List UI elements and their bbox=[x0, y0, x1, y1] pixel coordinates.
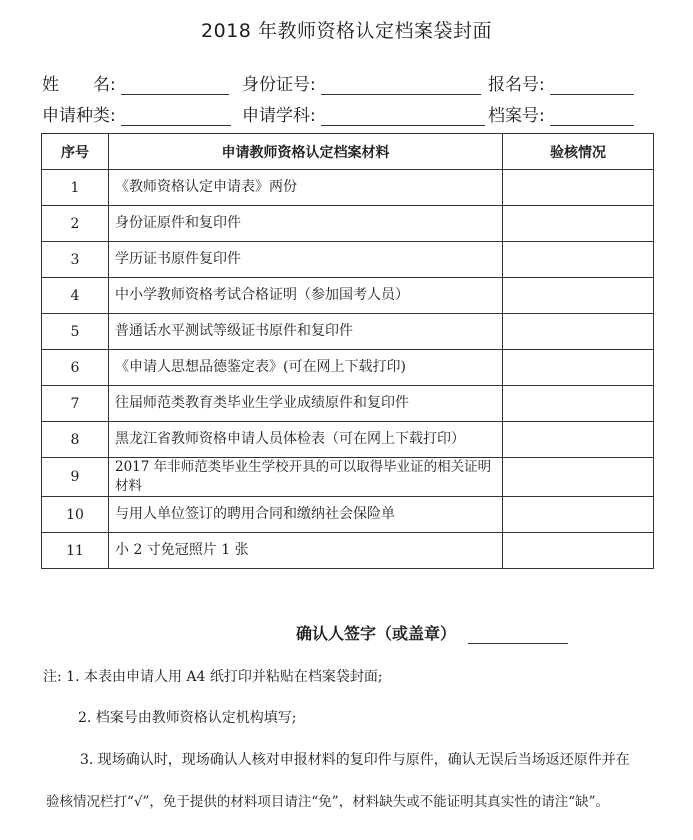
note-3: 3. 现场确认时，现场确认人核对申报材料的复印件与原件，确认无误后当场返还原件并在 bbox=[80, 752, 630, 768]
row-item: 黑龙江省教师资格申请人员体检表（可在网上下载打印） bbox=[109, 422, 503, 458]
materials-table bbox=[41, 133, 654, 569]
table-row bbox=[42, 386, 654, 422]
row-check-cell[interactable] bbox=[503, 458, 654, 497]
row-check-cell[interactable] bbox=[503, 497, 654, 533]
row-number: 4 bbox=[42, 278, 109, 314]
row-item: 小 2 寸免冠照片 1 张 bbox=[109, 533, 503, 569]
row-check-cell[interactable] bbox=[503, 170, 654, 206]
table-row bbox=[42, 422, 654, 458]
archive-blank[interactable] bbox=[550, 107, 634, 126]
table-row bbox=[42, 314, 654, 350]
type-blank[interactable] bbox=[121, 107, 231, 126]
signature-blank[interactable] bbox=[468, 627, 568, 644]
note-2: 2. 档案号由教师资格认定机构填写; bbox=[78, 710, 297, 726]
row-number: 5 bbox=[42, 314, 109, 350]
archive-field bbox=[488, 101, 634, 126]
note-4: 验核情况栏打“√”，免于提供的材料项目请注“免”，材料缺失或不能证明其真实性的请注“缺”。 bbox=[46, 794, 610, 810]
table-row bbox=[42, 170, 654, 206]
row-item: 学历证书原件复印件 bbox=[109, 242, 503, 278]
row-number: 1 bbox=[42, 170, 109, 206]
archive-label: 档案号: bbox=[488, 106, 545, 126]
table-row bbox=[42, 278, 654, 314]
id-field bbox=[242, 70, 481, 95]
table-header-row bbox=[42, 134, 654, 170]
page-title: 2018 年教师资格认定档案袋封面 bbox=[201, 20, 492, 42]
row-item: 《教师资格认定申请表》两份 bbox=[109, 170, 503, 206]
row-number: 7 bbox=[42, 386, 109, 422]
reg-field bbox=[488, 70, 634, 95]
id-blank[interactable] bbox=[321, 76, 481, 95]
row-check-cell[interactable] bbox=[503, 278, 654, 314]
row-check-cell[interactable] bbox=[503, 386, 654, 422]
table-row bbox=[42, 242, 654, 278]
subject-label: 申请学科: bbox=[242, 106, 316, 126]
row-item: 与用人单位签订的聘用合同和缴纳社会保险单 bbox=[109, 497, 503, 533]
row-item: 往届师范类教育类毕业生学业成绩原件和复印件 bbox=[109, 386, 503, 422]
table-row bbox=[42, 458, 654, 497]
table-row bbox=[42, 533, 654, 569]
id-label: 身份证号: bbox=[242, 75, 316, 95]
row-item: 身份证原件和复印件 bbox=[109, 206, 503, 242]
name-label: 姓 名: bbox=[42, 75, 116, 95]
row-number: 11 bbox=[42, 533, 109, 569]
subject-field bbox=[242, 101, 485, 126]
row-number: 9 bbox=[42, 458, 109, 497]
row-number: 6 bbox=[42, 350, 109, 386]
row-check-cell[interactable] bbox=[503, 314, 654, 350]
row-check-cell[interactable] bbox=[503, 242, 654, 278]
reg-label: 报名号: bbox=[488, 75, 545, 95]
row-item: 中小学教师资格考试合格证明（参加国考人员） bbox=[109, 278, 503, 314]
row-item: 2017 年非师范类毕业生学校开具的可以取得毕业证的相关证明材料 bbox=[109, 458, 503, 497]
row-number: 10 bbox=[42, 497, 109, 533]
row-check-cell[interactable] bbox=[503, 422, 654, 458]
table-row bbox=[42, 350, 654, 386]
type-label: 申请种类: bbox=[42, 106, 116, 126]
signature-label: 确认人签字（或盖章） bbox=[296, 624, 457, 643]
reg-blank[interactable] bbox=[550, 76, 634, 95]
name-blank[interactable] bbox=[121, 76, 229, 95]
row-check-cell[interactable] bbox=[503, 206, 654, 242]
row-number: 2 bbox=[42, 206, 109, 242]
field-row-2 bbox=[42, 101, 652, 127]
row-number: 8 bbox=[42, 422, 109, 458]
row-check-cell[interactable] bbox=[503, 533, 654, 569]
name-field bbox=[42, 70, 229, 95]
header-number: 序号 bbox=[42, 134, 109, 170]
row-item: 普通话水平测试等级证书原件和复印件 bbox=[109, 314, 503, 350]
table-row bbox=[42, 497, 654, 533]
header-verification: 验核情况 bbox=[503, 134, 654, 170]
signature-field bbox=[296, 621, 568, 644]
row-item: 《申请人思想品德鉴定表》(可在网上下载打印) bbox=[109, 350, 503, 386]
row-number: 3 bbox=[42, 242, 109, 278]
field-row-1 bbox=[42, 70, 652, 96]
note-1: 注: 1. 本表由申请人用 A4 纸打印并粘贴在档案袋封面; bbox=[43, 669, 383, 685]
header-materials: 申请教师资格认定档案材料 bbox=[109, 134, 503, 170]
subject-blank[interactable] bbox=[321, 107, 485, 126]
row-check-cell[interactable] bbox=[503, 350, 654, 386]
type-field bbox=[42, 101, 231, 126]
table-row bbox=[42, 206, 654, 242]
